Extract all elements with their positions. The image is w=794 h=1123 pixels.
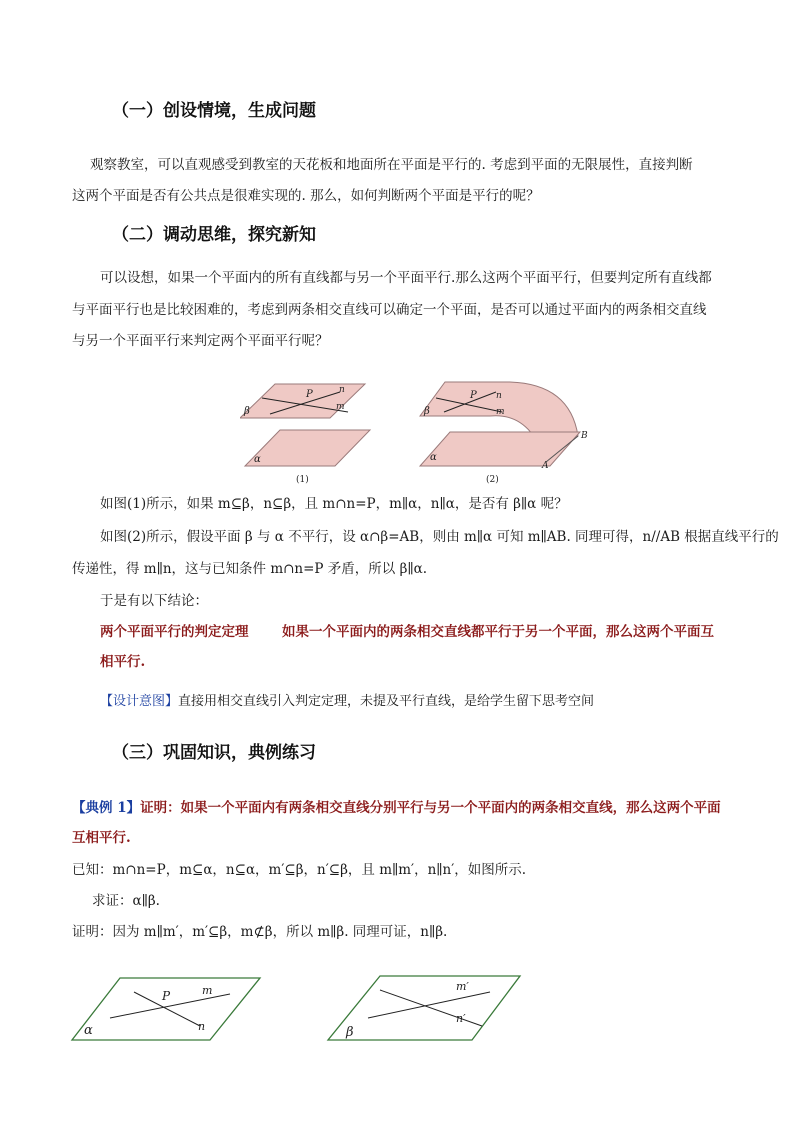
theorem-name: 两个平面平行的判定定理: [100, 624, 249, 640]
example-figure: [70, 974, 530, 1046]
label-P: P: [162, 989, 171, 1003]
label-n-prime: n′: [456, 1012, 466, 1025]
fig2-label-B: B: [581, 431, 588, 441]
section3-title: （三）巩固知识，典例练习: [112, 743, 316, 763]
proof-line: 证明：因为 m∥m′，m′⊆β，m⊄β，所以 m∥β. 同理可证，n∥β.: [72, 924, 448, 940]
plane-beta: [328, 976, 520, 1040]
question-line: 如图(1)所示，如果 m⊆β，n⊆β，且 m∩n=P，m∥α，n∥α，是否有 β∥α 呢？: [100, 496, 568, 512]
design-intent-label: 【设计意图】: [100, 694, 179, 709]
theorem-text-line1: 如果一个平面内的两条相交直线都平行于另一个平面，那么这两个平面互: [282, 624, 714, 640]
section1-title: （一）创设情境，生成问题: [112, 101, 316, 121]
fig1-label-beta: β: [244, 406, 250, 417]
conclusion-intro: 于是有以下结论：: [100, 593, 208, 609]
example-line2: 互相平行.: [72, 830, 131, 846]
fig2-caption: (2): [486, 475, 499, 485]
fig2-label-beta: β: [424, 406, 430, 417]
fig1-label-P: P: [306, 389, 313, 400]
fig1-label-m: m: [336, 402, 345, 412]
fig2-label-A: A: [542, 461, 549, 471]
answer-line1: 如图(2)所示，假设平面 β 与 α 不平行，设 α∩β=AB，则由 m∥α 可知 m∥AB. 同理可得，n//AB 根据直线平行的: [100, 529, 779, 545]
section1-paragraph-line1: 观察教室，可以直观感受到教室的天花板和地面所在平面是平行的. 考虑到平面的无限展性，直接判断: [90, 157, 693, 173]
fig1-label-alpha: α: [254, 454, 261, 465]
label-m-prime: m′: [456, 980, 469, 993]
fig2-label-m: m: [496, 407, 505, 417]
example-label: 【典例 1】: [72, 800, 141, 816]
label-alpha: α: [84, 1023, 93, 1038]
answer-line2: 传递性，得 m∥n，这与已知条件 m∩n=P 矛盾，所以 β∥α.: [72, 561, 428, 577]
fig2-label-n: n: [496, 391, 502, 401]
prove-line: 求证：α∥β.: [92, 893, 160, 909]
label-n: n: [198, 1020, 206, 1033]
design-intent: [100, 690, 594, 709]
section2-paragraph-line1: 可以设想，如果一个平面内的所有直线都与另一个平面平行.那么这两个平面平行，但要判定所有直线都: [100, 270, 712, 286]
section1-paragraph-line2: 这两个平面是否有公共点是很难实现的. 那么，如何判断两个平面是平行的呢？: [72, 188, 540, 204]
section2-paragraph-line3: 与另一个平面平行来判定两个平面平行呢？: [72, 333, 329, 349]
fig2-label-P: P: [470, 390, 477, 401]
section2-paragraph-line2: 与平面平行也是比较困难的，考虑到两条相交直线可以确定一个平面，是否可以通过平面内的两条相交直线: [72, 302, 707, 318]
theorem-text-line2: 相平行.: [100, 654, 146, 670]
fig2-label-alpha: α: [430, 452, 437, 463]
label-beta: β: [346, 1025, 354, 1040]
parallel-planes-figure: [240, 376, 600, 488]
fig1-label-n: n: [339, 385, 345, 395]
fig1-caption: (1): [296, 475, 309, 485]
design-intent-text: 直接用相交直线引入判定定理，未提及平行直线，是给学生留下思考空间: [178, 694, 595, 709]
label-m: m: [202, 984, 213, 997]
section2-title: （二）调动思维，探究新知: [112, 225, 316, 245]
given-line: 已知：m∩n=P，m⊆α，n⊆α，m′⊆β，n′⊆β，且 m∥m′，n∥n′，如图所示.: [72, 862, 527, 878]
example-statement: 证明：如果一个平面内有两条相交直线分别平行与另一个平面内的两条相交直线，那么这两个平面: [140, 800, 721, 816]
example-line1: [72, 798, 721, 818]
